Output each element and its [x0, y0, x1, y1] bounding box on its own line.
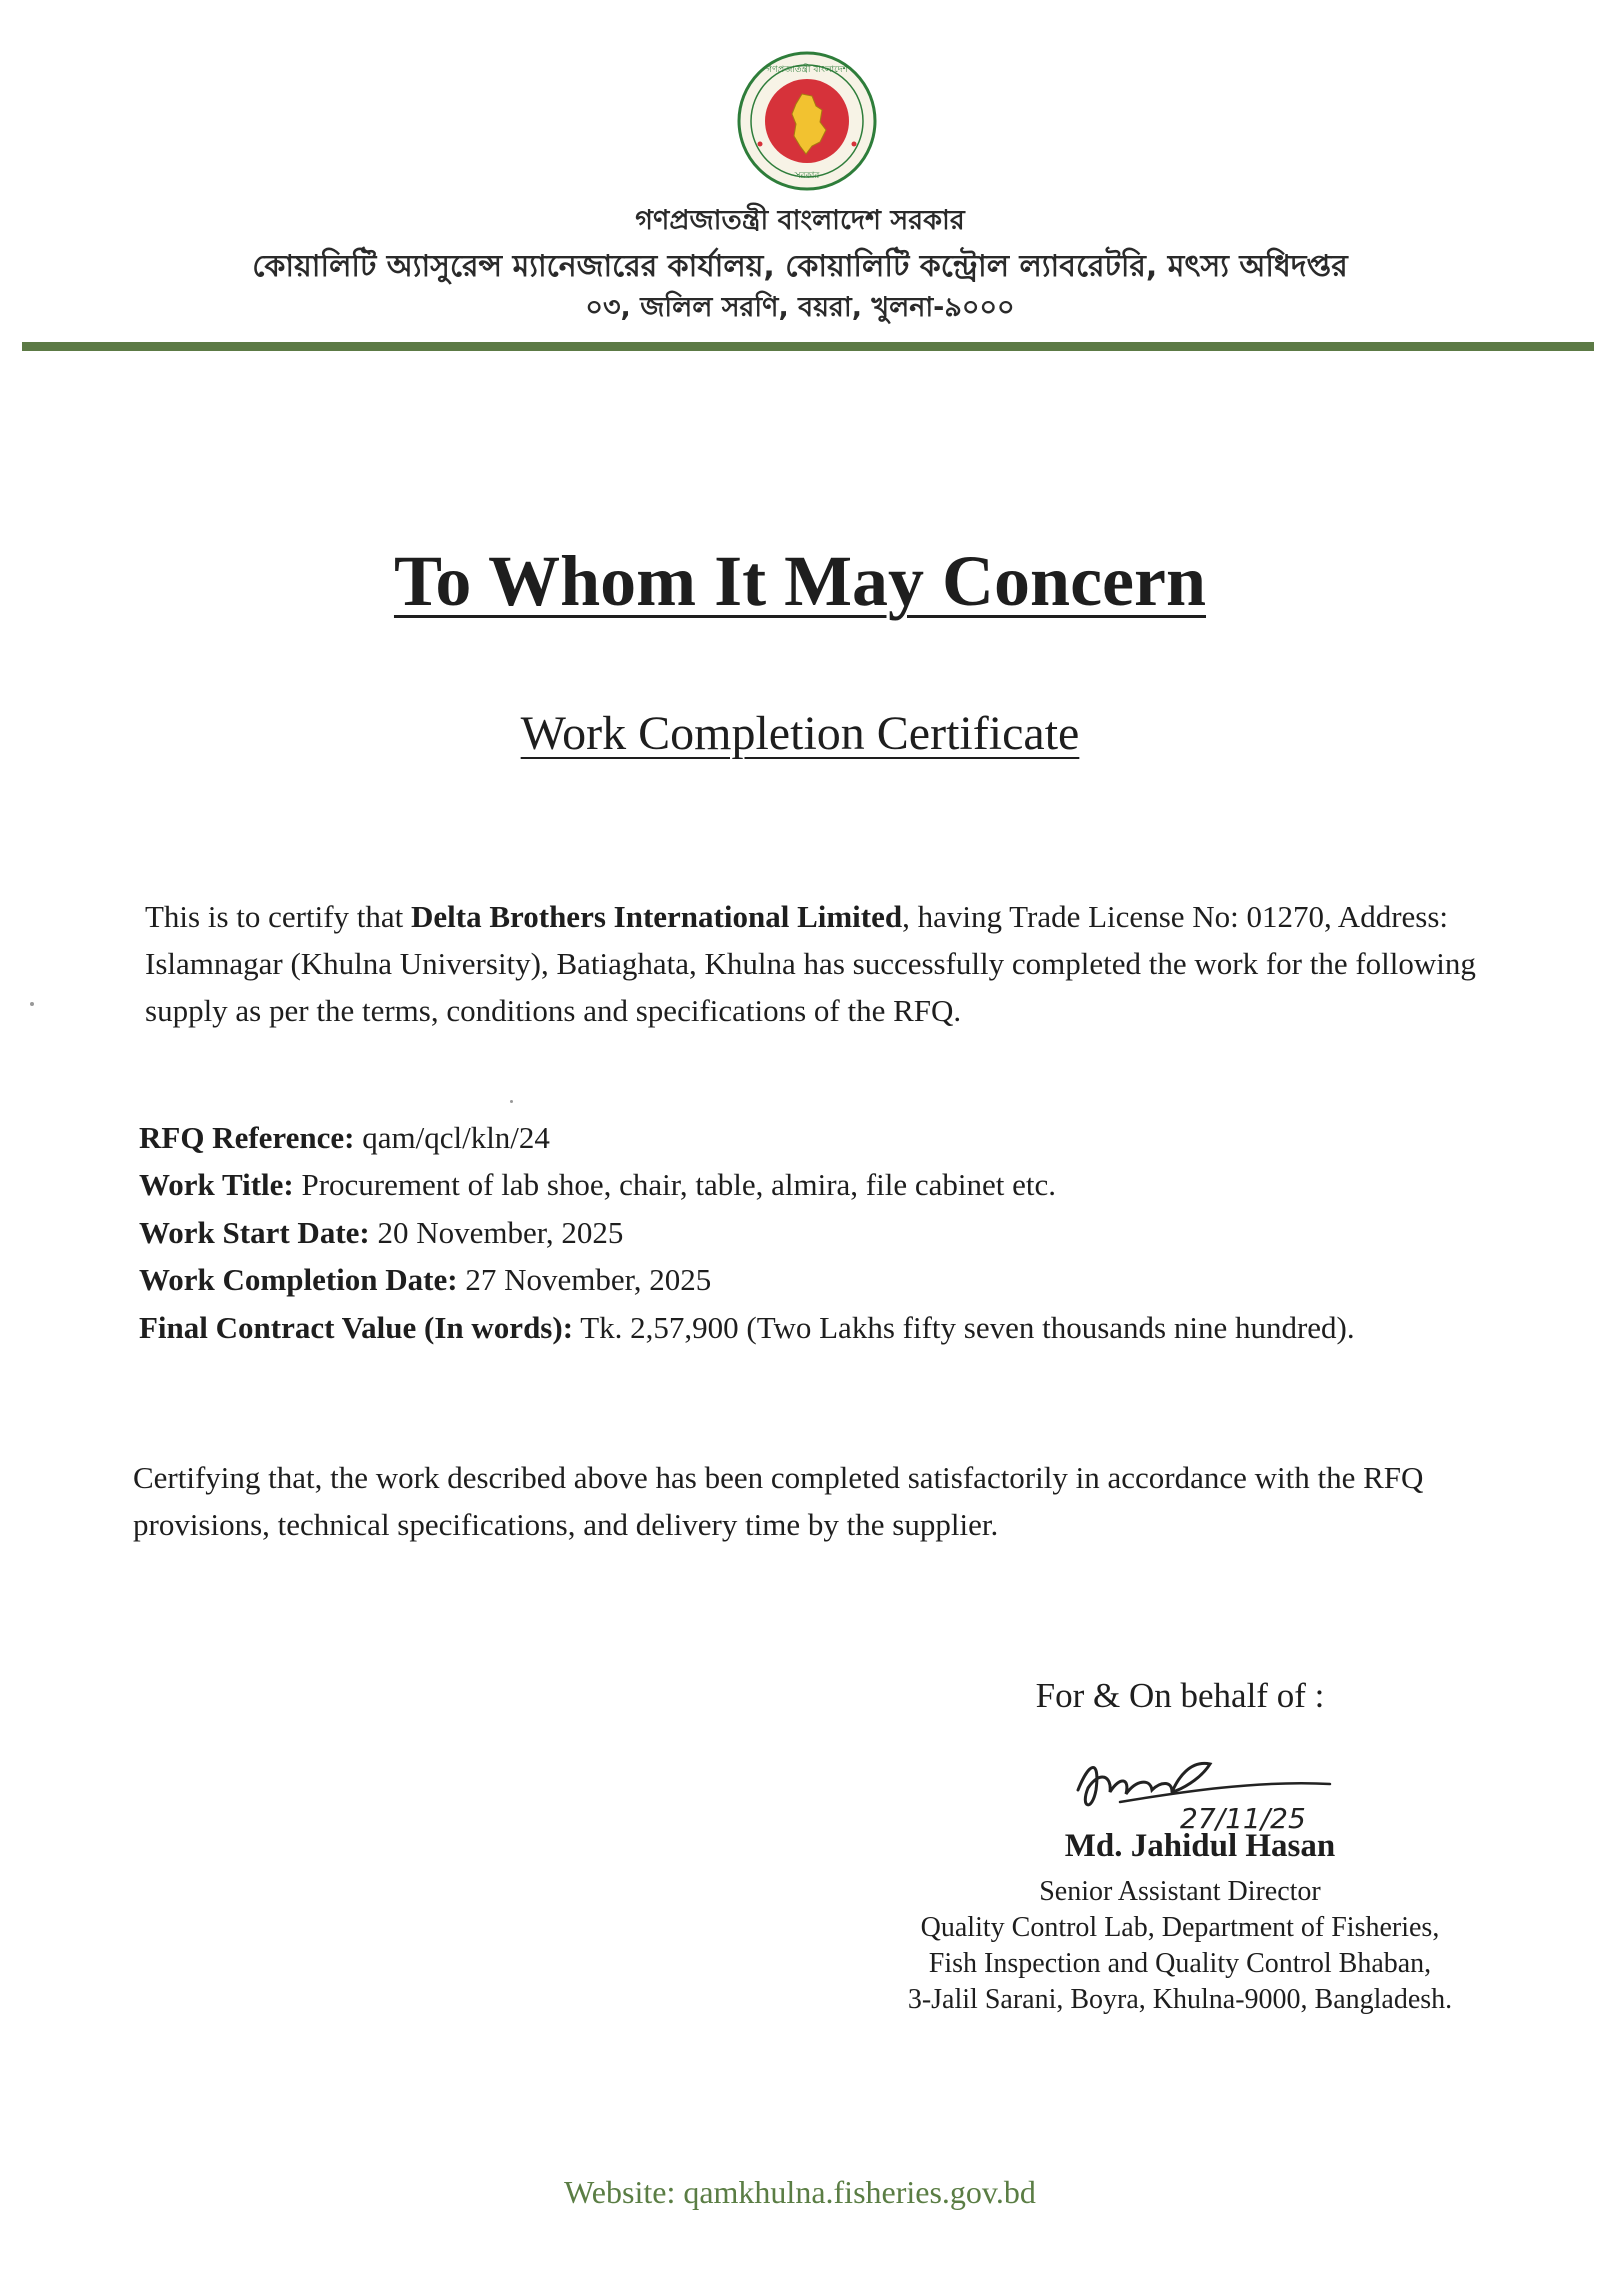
detail-label: Final Contract Value (In words):: [139, 1310, 574, 1345]
detail-contract-value: [139, 1304, 1539, 1352]
detail-rfq-reference: [139, 1114, 1539, 1162]
detail-value: 20 November, 2025: [369, 1215, 624, 1250]
detail-work-title: [139, 1161, 1539, 1209]
detail-value: 27 November, 2025: [457, 1262, 712, 1297]
signature-date: 27/11/25: [1180, 1802, 1306, 1835]
signatory-address: 3-Jalil Sarani, Boyra, Khulna-9000, Bangladesh.: [907, 1984, 1453, 2015]
document-subtitle: [0, 706, 1600, 761]
signatory-office: Quality Control Lab, Department of Fisheries,: [920, 1912, 1440, 1943]
document-subtitle-text: Work Completion Certificate: [520, 707, 1080, 760]
company-name: Delta Brothers International Limited: [411, 899, 903, 934]
intro-paragraph: [145, 893, 1485, 1034]
detail-value: Tk. 2,57,900 (Two Lakhs fifty seven thousands nine hundred).: [573, 1310, 1355, 1345]
detail-value: qam/qcl/kln/24: [354, 1120, 550, 1155]
detail-label: Work Start Date:: [139, 1215, 370, 1250]
detail-label: RFQ Reference:: [139, 1120, 355, 1155]
detail-completion-date: [139, 1256, 1539, 1304]
detail-value: Procurement of lab shoe, chair, table, almira, file cabinet etc.: [293, 1167, 1056, 1202]
certifying-paragraph: Certifying that, the work described above has been completed satisfactorily in accordance with the RFQ provisions, technical specifications, and delivery time by the supplier.: [133, 1460, 1424, 1542]
scan-speck: [30, 1002, 34, 1006]
signatory-name: Md. Jahidul Hasan: [1064, 1828, 1336, 1864]
svg-text:সরকার: সরকার: [794, 171, 820, 181]
scan-speck: [510, 1100, 513, 1103]
detail-label: Work Completion Date:: [139, 1262, 458, 1297]
svg-text:গণপ্রজাতন্ত্রী বাংলাদেশ: গণপ্রজাতন্ত্রী বাংলাদেশ: [766, 65, 848, 75]
signatory-designation: Senior Assistant Director: [1039, 1876, 1321, 1907]
header-address: ০৩, জলিল সরণি, বয়রা, খুলনা-৯০০০: [585, 292, 1015, 323]
document-title: [0, 540, 1600, 623]
intro-post: , having Trade License No: 01270, Address: Islamnagar (Khulna University), Batiaghata, Khulna has successfully completed the work for the following supply as per the terms, conditions and specifications of the RFQ.: [145, 899, 1476, 1028]
on-behalf-label: For & On behalf of :: [1035, 1676, 1325, 1715]
header-divider: [22, 342, 1594, 351]
detail-start-date: [139, 1209, 1539, 1257]
government-seal-logo: [736, 50, 878, 192]
detail-label: Work Title:: [139, 1167, 294, 1202]
intro-pre: This is to certify that: [145, 899, 412, 934]
document-title-text: To Whom It May Concern: [393, 541, 1207, 621]
header-office-name: কোয়ালিটি অ্যাসুরেন্স ম্যানেজারের কার্যালয়, কোয়ালিটি কন্ট্রোল ল্যাবরেটরি, মৎস্য অধিদপ্তর: [252, 249, 1348, 284]
header-govt-name: গণপ্রজাতন্ত্রী বাংলাদেশ সরকার: [635, 205, 965, 236]
signatory-building: Fish Inspection and Quality Control Bhaban,: [928, 1948, 1432, 1979]
footer-website: Website: qamkhulna.fisheries.gov.bd: [564, 2174, 1036, 2210]
